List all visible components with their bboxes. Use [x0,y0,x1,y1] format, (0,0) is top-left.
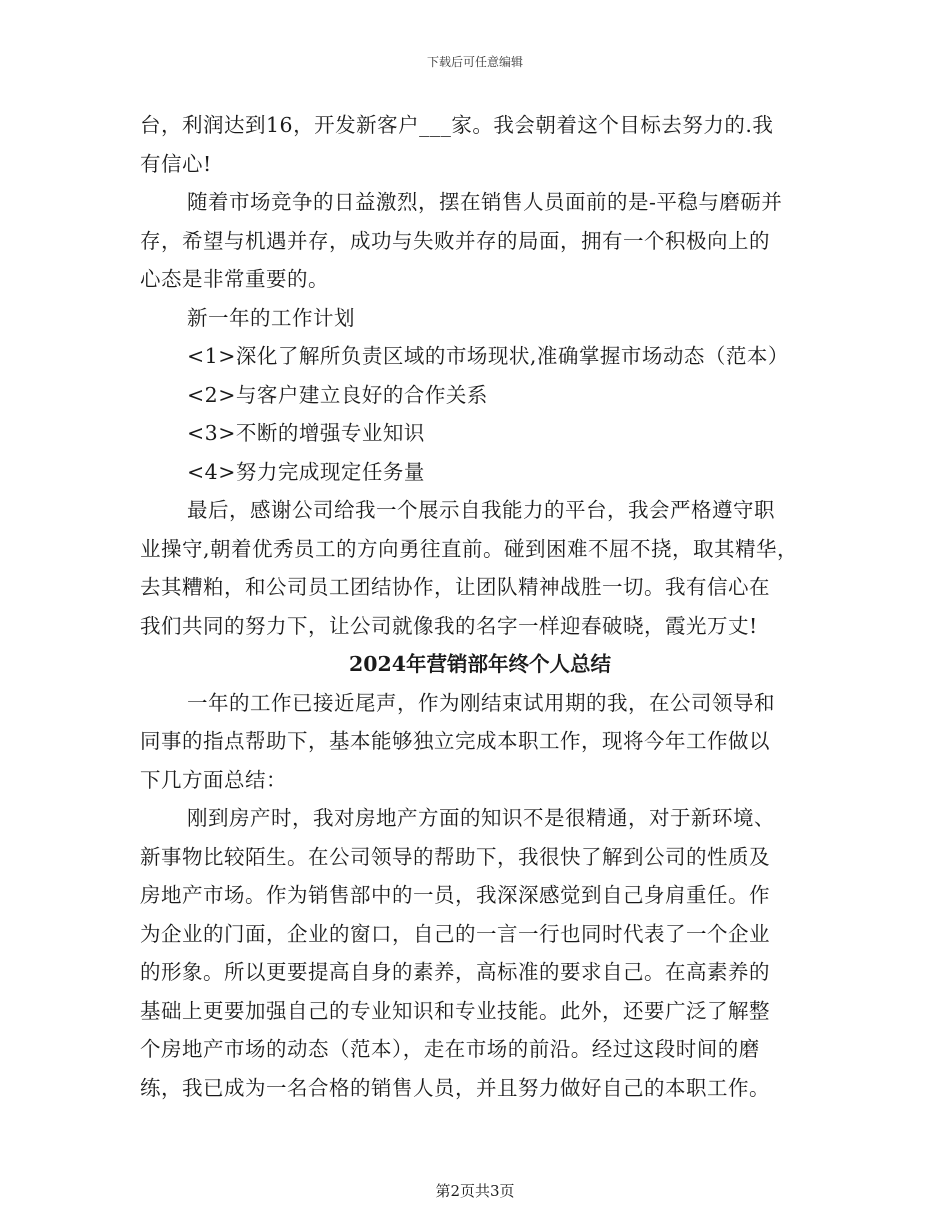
body-line: 练，我已成为一名合格的销售人员，并且努力做好自己的本职工作。 [140,1075,770,1100]
paragraph-start: 刚到房产时，我对房地产方面的知识不是很精通，对于新环境、 [187,806,775,830]
plan-item-3: <3>不断的增强专业知识 [187,421,425,445]
body-line: 的形象。所以更要提高自身的素养，高标准的要求自己。在高素养的 [140,960,770,984]
body-line: 台，利润达到16，开发新客户___家。我会朝着这个目标去努力的.我 [140,113,774,137]
paragraph-start: 一年的工作已接近尾声，作为刚结束试用期的我，在公司领导和 [187,690,775,715]
document-body [140,106,820,1107]
plan-item-2: <2>与客户建立良好的合作关系 [187,382,488,407]
plan-item-1: <1>深化了解所负责区域的市场现状,准确掌握市场动态（范本） [187,344,789,368]
plan-item-4: <4>努力完成现定任务量 [187,459,425,484]
body-line: 有信心! [140,151,212,176]
body-line: 同事的指点帮助下，基本能够独立完成本职工作，现将今年工作做以 [140,729,770,753]
body-line: 为企业的门面，企业的窗口，自己的一言一行也同时代表了一个企业 [140,921,770,946]
paragraph-start: 随着市场竞争的日益激烈，摆在销售人员面前的是-平稳与磨砺并 [187,190,783,214]
body-line: 存，希望与机遇并存，成功与失败并存的局面，拥有一个积极向上的 [140,228,770,253]
plan-heading: 新一年的工作计划 [187,305,355,330]
body-line: 去其糟粕，和公司员工团结协作，让团队精神战胜一切。我有信心在 [140,575,770,599]
paragraph-start: 最后，感谢公司给我一个展示自我能力的平台，我会严格遵守职 [187,498,775,522]
body-line: 基础上更要加强自己的专业知识和专业技能。此外，还要广泛了解整 [140,998,770,1023]
section-title: 2024年营销部年终个人总结 [348,652,612,676]
body-line: 下几方面总结： [140,767,287,792]
body-line: 房地产市场。作为销售部中的一员，我深深感觉到自己身肩重任。作 [140,883,770,907]
body-line: 心态是非常重要的。 [140,267,329,291]
page-number: 第2页共3页 [435,1182,515,1200]
body-line: 我们共同的努力下，让公司就像我的名字一样迎春破晓，霞光万丈! [140,613,758,638]
body-line: 个房地产市场的动态（范本），走在市场的前沿。经过这段时间的磨 [140,1037,760,1061]
body-line: 新事物比较陌生。在公司领导的帮助下，我很快了解到公司的性质及 [140,844,770,869]
page-header: 下载后可任意编辑 [426,55,523,69]
body-line: 业操守,朝着优秀员工的方向勇往直前。碰到困难不屈不挠，取其精华， [140,536,799,561]
